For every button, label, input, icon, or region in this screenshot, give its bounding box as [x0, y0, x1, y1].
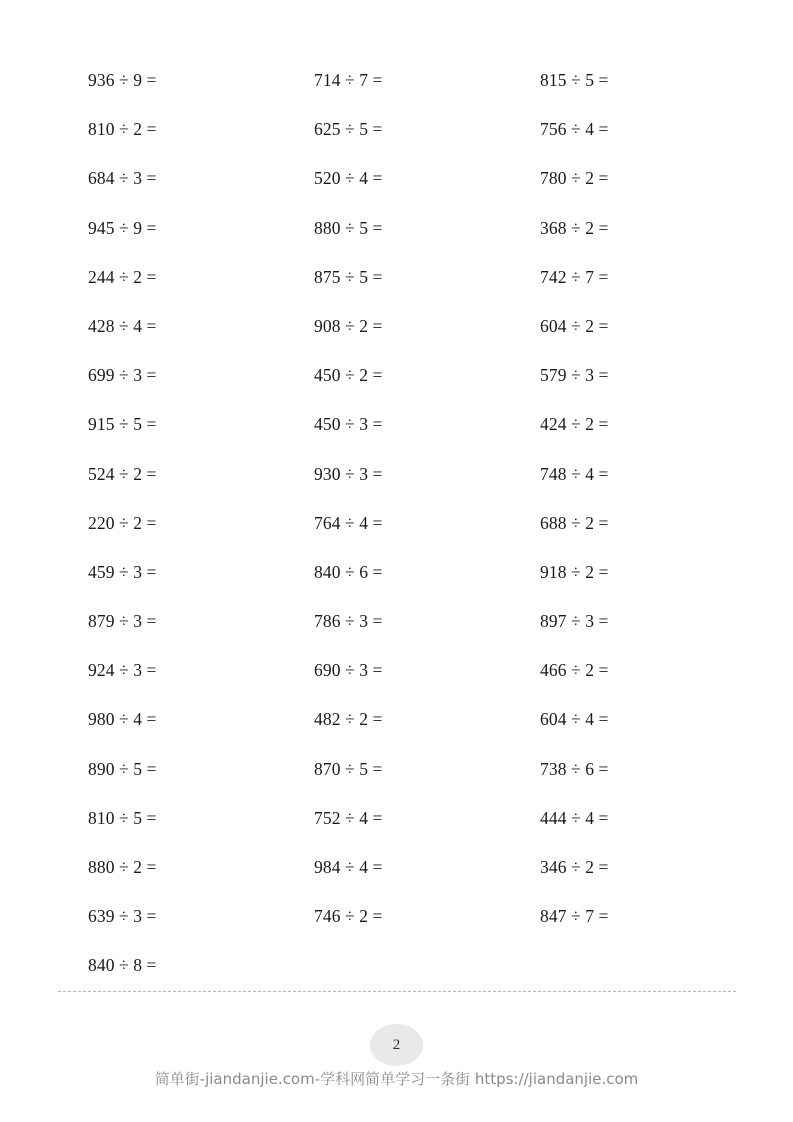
division-problem: 984 ÷ 4 =	[314, 857, 383, 877]
division-problem: 346 ÷ 2 =	[540, 857, 609, 877]
division-problem: 875 ÷ 5 =	[314, 266, 383, 287]
division-problem: 880 ÷ 2 =	[88, 857, 157, 877]
problem-column-1	[88, 56, 308, 991]
dashed-divider	[58, 991, 736, 992]
division-problem: 924 ÷ 3 =	[88, 660, 157, 681]
division-problem: 810 ÷ 2 =	[88, 119, 157, 140]
division-problem: 897 ÷ 3 =	[540, 611, 609, 632]
division-problem: 870 ÷ 5 =	[314, 758, 383, 779]
division-problem: 428 ÷ 4 =	[88, 315, 157, 336]
division-problem: 945 ÷ 9 =	[88, 217, 157, 238]
division-problem: 738 ÷ 6 =	[540, 758, 609, 779]
division-problem: 450 ÷ 3 =	[314, 414, 383, 435]
division-problem: 908 ÷ 2 =	[314, 315, 383, 336]
division-problem: 690 ÷ 3 =	[314, 660, 383, 681]
division-problem: 915 ÷ 5 =	[88, 414, 157, 435]
division-problem: 879 ÷ 3 =	[88, 611, 157, 632]
division-problem: 980 ÷ 4 =	[88, 709, 157, 730]
division-problem: 840 ÷ 6 =	[314, 561, 383, 582]
division-problem: 742 ÷ 7 =	[540, 266, 609, 287]
division-problem: 604 ÷ 2 =	[540, 315, 609, 336]
division-problem: 746 ÷ 2 =	[314, 906, 383, 927]
division-problem: 936 ÷ 9 =	[88, 70, 157, 90]
division-problem: 748 ÷ 4 =	[540, 463, 609, 484]
division-problem: 810 ÷ 5 =	[88, 807, 157, 828]
problem-column-2	[314, 56, 534, 941]
division-problem: 918 ÷ 2 =	[540, 561, 609, 582]
footer-site-text: 简单街-jiandanjie.com-学科网简单学习一条街 https://jiandanjie.com	[154, 1070, 639, 1088]
division-problem: 520 ÷ 4 =	[314, 168, 383, 189]
division-problem: 684 ÷ 3 =	[88, 168, 157, 189]
division-problem: 714 ÷ 7 =	[314, 70, 383, 90]
division-problem: 444 ÷ 4 =	[540, 807, 609, 828]
division-problem: 244 ÷ 2 =	[88, 266, 157, 287]
division-problem: 466 ÷ 2 =	[540, 660, 609, 681]
division-problem: 752 ÷ 4 =	[314, 807, 383, 828]
division-problem: 880 ÷ 5 =	[314, 217, 383, 238]
division-problem: 699 ÷ 3 =	[88, 365, 157, 386]
division-problem: 368 ÷ 2 =	[540, 217, 609, 238]
division-problem: 220 ÷ 2 =	[88, 512, 157, 533]
problem-column-3	[540, 56, 760, 941]
division-problem: 764 ÷ 4 =	[314, 512, 383, 533]
division-problem: 450 ÷ 2 =	[314, 365, 383, 386]
division-problem: 780 ÷ 2 =	[540, 168, 609, 189]
division-problem: 930 ÷ 3 =	[314, 463, 383, 484]
division-problem: 424 ÷ 2 =	[540, 414, 609, 435]
division-problem: 840 ÷ 8 =	[88, 955, 157, 976]
division-problem: 459 ÷ 3 =	[88, 561, 157, 582]
division-problem: 688 ÷ 2 =	[540, 512, 609, 533]
division-problem: 625 ÷ 5 =	[314, 119, 383, 140]
division-problem: 604 ÷ 4 =	[540, 709, 609, 730]
division-problem: 815 ÷ 5 =	[540, 70, 609, 90]
page-number-badge: 2	[370, 1024, 423, 1066]
division-problem: 847 ÷ 7 =	[540, 906, 609, 927]
division-problem: 786 ÷ 3 =	[314, 611, 383, 632]
division-problem: 482 ÷ 2 =	[314, 709, 383, 730]
division-problem: 756 ÷ 4 =	[540, 119, 609, 140]
division-problem: 524 ÷ 2 =	[88, 463, 157, 484]
division-problem: 890 ÷ 5 =	[88, 758, 157, 779]
division-problem: 639 ÷ 3 =	[88, 906, 157, 927]
division-problem: 579 ÷ 3 =	[540, 365, 609, 386]
